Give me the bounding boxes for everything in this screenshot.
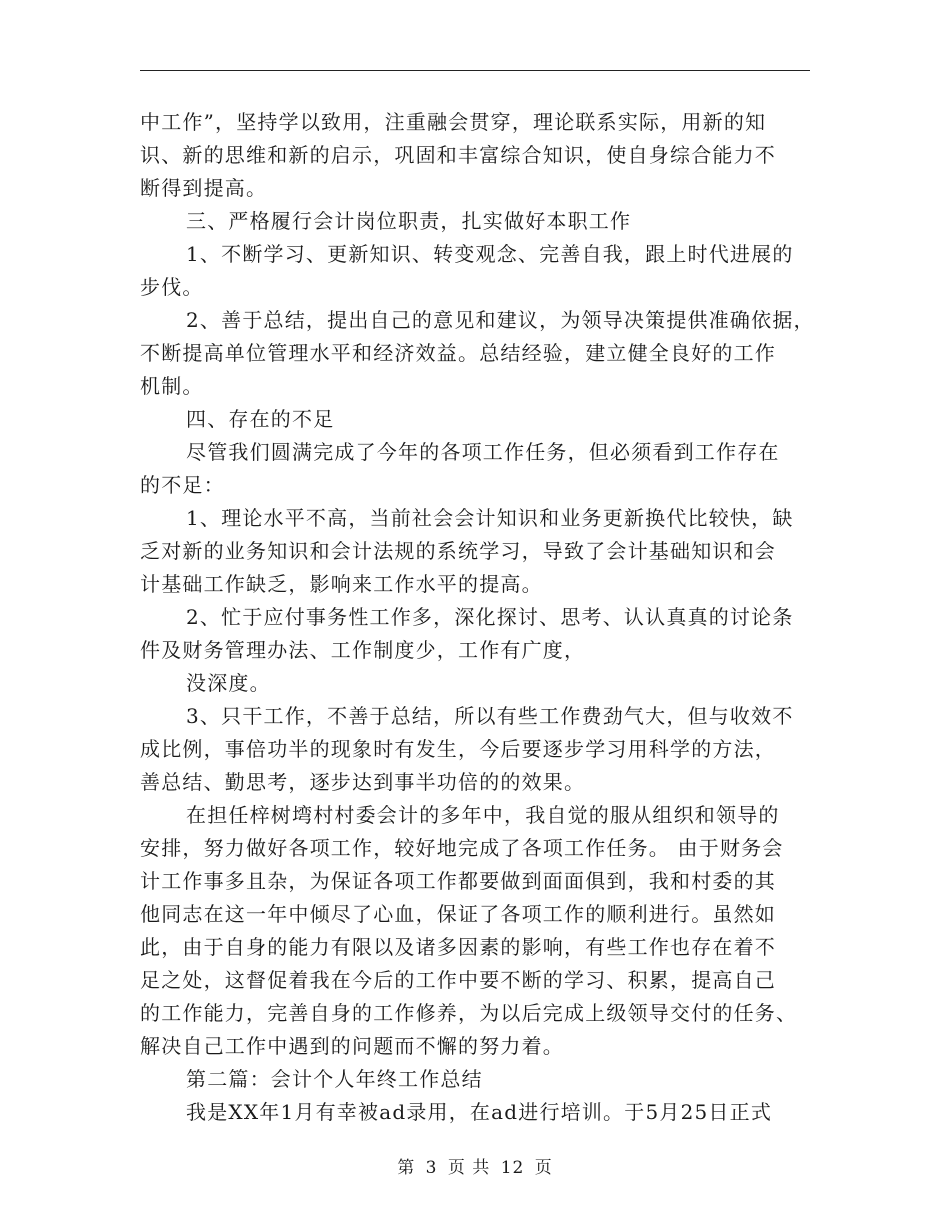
text-line: 安排，努力做好各项工作，较好地完成了各项工作任务。 由于财务会 (140, 836, 784, 860)
text-line: 的不足： (140, 473, 225, 497)
footer-page-number: 3 (425, 1158, 438, 1178)
text-line: 的工作能力，完善自身的工作修养，为以后完成上级领导交付的任务、 (140, 1001, 798, 1025)
text-line: 3、只干工作，不善于总结，所以有些工作费劲气大，但与收效不 (186, 704, 794, 728)
text-line: 成比例，事倍功半的现象时有发生，今后要逐步学习用科学的方法， (140, 737, 776, 761)
text-line: 在担任梓树塆村村委会计的多年中，我自觉的服从组织和领导的 (186, 803, 780, 827)
page-footer (0, 1153, 950, 1178)
text-line: 识、新的思维和新的启示，巩固和丰富综合知识，使自身综合能力不 (140, 143, 776, 167)
text-line: 2、善于总结，提出自己的意见和建议，为领导决策提供准确依据， (186, 308, 815, 332)
text-line: 中工作”，坚持学以致用，注重融会贯穿，理论联系实际，用新的知 (140, 110, 767, 134)
text-line: 此，由于自身的能力有限以及诸多因素的影响，有些工作也存在着不 (140, 935, 776, 959)
text-line: 不断提高单位管理水平和经济效益。总结经验，建立健全良好的工作 (140, 341, 776, 365)
text-line: 第二篇：会计个人年终工作总结 (186, 1067, 483, 1091)
footer-suffix: 页 (534, 1158, 553, 1178)
text-line: 四、存在的不足 (186, 407, 335, 431)
footer-middle: 页 共 (447, 1158, 491, 1178)
text-line: 1、理论水平不高，当前社会会计知识和业务更新换代比较快，缺 (186, 506, 794, 530)
footer-total-pages: 12 (500, 1158, 525, 1178)
text-line: 断得到提高。 (140, 176, 268, 200)
text-line: 机制。 (140, 374, 204, 398)
text-line: 我是XX年1月有幸被ad录用，在ad进行培训。于5月25日正式 (186, 1100, 773, 1124)
text-line: 计工作事多且杂，为保证各项工作都要做到面面俱到，我和村委的其 (140, 869, 776, 893)
text-line: 他同志在这一年中倾尽了心血，保证了各项工作的顺利进行。虽然如 (140, 902, 776, 926)
text-line: 解决自己工作中遇到的问题而不懈的努力着。 (140, 1034, 564, 1058)
text-line: 1、不断学习、更新知识、转变观念、完善自我，跟上时代进展的 (186, 242, 794, 266)
text-line: 善总结、勤思考，逐步达到事半功倍的的效果。 (140, 770, 586, 794)
text-line: 步伐。 (140, 275, 204, 299)
text-line: 没深度。 (186, 671, 271, 695)
text-line: 乏对新的业务知识和会计法规的系统学习，导致了会计基础知识和会 (140, 539, 776, 563)
text-line: 尽管我们圆满完成了今年的各项工作任务，但必须看到工作存在 (186, 440, 780, 464)
text-line: 件及财务管理办法、工作制度少，工作有广度， (140, 638, 586, 662)
footer-prefix: 第 (397, 1158, 416, 1178)
text-line: 足之处，这督促着我在今后的工作中要不断的学习、积累，提高自己 (140, 968, 776, 992)
text-line: 2、忙于应付事务性工作多，深化探讨、思考、认认真真的讨论条 (186, 605, 794, 629)
text-line: 计基础工作缺乏，影响来工作水平的提高。 (140, 572, 543, 596)
text-line: 三、严格履行会计岗位职责，扎实做好本职工作 (186, 209, 632, 233)
document-body (140, 106, 815, 1129)
header-rule (140, 70, 810, 71)
